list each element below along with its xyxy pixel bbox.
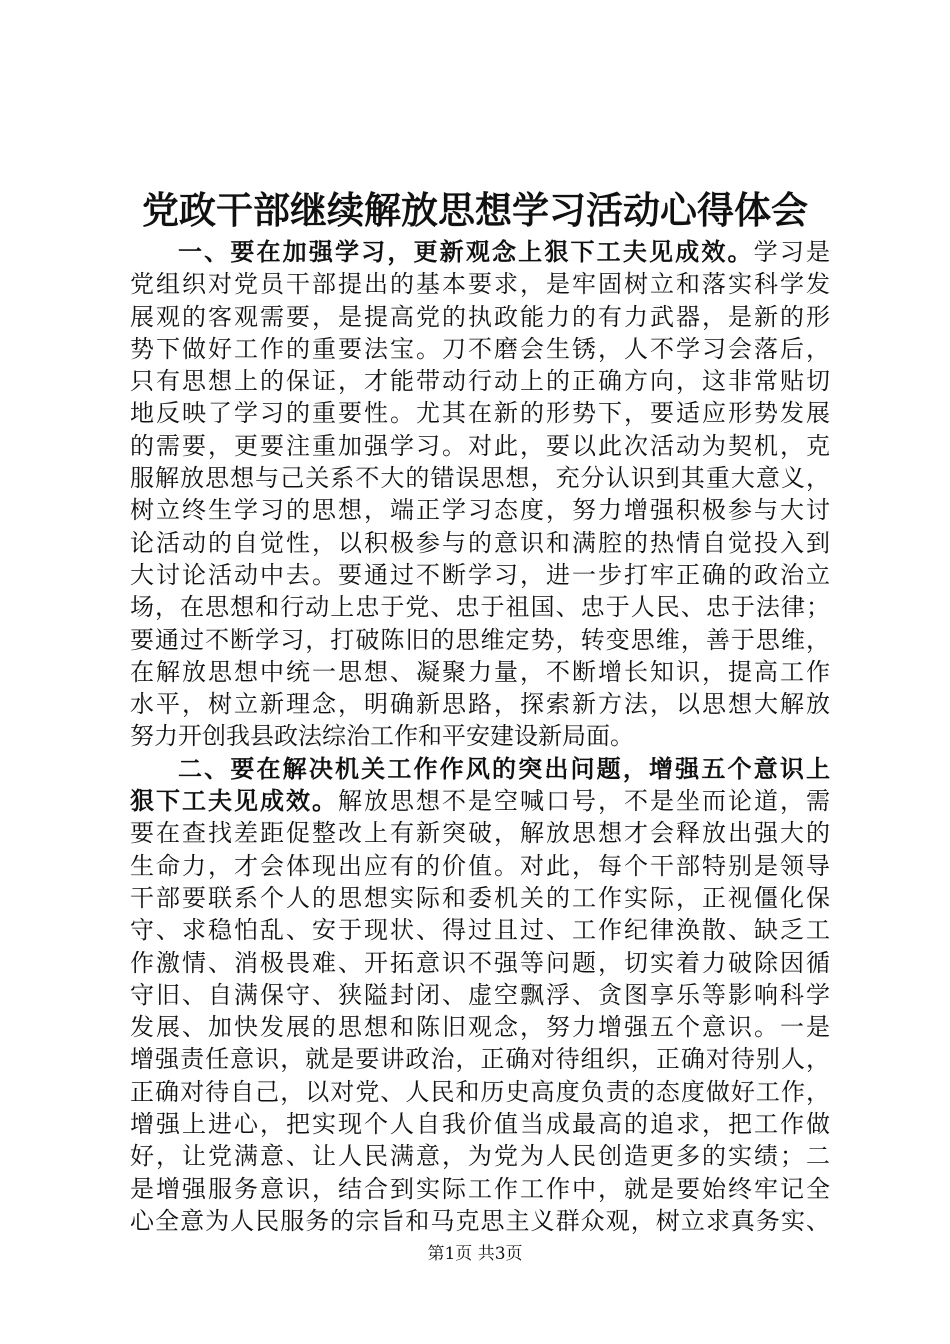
paragraph-line: 地反映了学习的重要性。尤其在新的形势下，要适应形势发展 bbox=[130, 399, 830, 428]
paragraph-line: 党组织对党员干部提出的基本要求，是牢固树立和落实科学发 bbox=[130, 270, 830, 299]
paragraph-line: 服解放思想与己关系不大的错误思想，充分认识到其重大意义， bbox=[130, 464, 830, 493]
paragraph-line: 发展、加快发展的思想和陈旧观念，努力增强五个意识。一是 bbox=[130, 1013, 830, 1042]
paragraph-1-first-line bbox=[130, 236, 830, 268]
page-title: 党政干部继续解放思想学习活动心得体会 bbox=[142, 188, 808, 232]
paragraph-line: 论活动的自觉性，以积极参与的意识和满腔的热情自觉投入到 bbox=[130, 528, 830, 557]
paragraph-line: 是增强服务意识，结合到实际工作工作中，就是要始终牢记全 bbox=[130, 1174, 830, 1203]
paragraph-line: 正确对待自己，以对党、人民和历史高度负责的态度做好工作， bbox=[130, 1077, 830, 1106]
paragraph-line: 水平，树立新理念，明确新思路，探索新方法，以思想大解放 bbox=[130, 690, 830, 719]
paragraph-1-text: 学习是 bbox=[753, 238, 830, 266]
paragraph-line: 增强责任意识，就是要讲政治，正确对待组织，正确对待别人， bbox=[130, 1045, 830, 1074]
paragraph-line: 要通过不断学习，打破陈旧的思维定势，转变思维，善于思维， bbox=[130, 625, 830, 654]
paragraph-2-second-line bbox=[130, 785, 830, 817]
paragraph-line: 势下做好工作的重要法宝。刀不磨会生锈，人不学习会落后， bbox=[130, 334, 830, 363]
paragraph-line: 心全意为人民服务的宗旨和马克思主义群众观，树立求真务实、 bbox=[130, 1206, 830, 1235]
paragraph-2-text: 解放思想不是空喊口号，不是坐而论道，需 bbox=[338, 787, 830, 816]
paragraph-line: 增强上进心，把实现个人自我价值当成最高的追求，把工作做 bbox=[130, 1110, 830, 1139]
paragraph-line: 在解放思想中统一思想、凝聚力量，不断增长知识，提高工作 bbox=[130, 657, 830, 686]
paragraph-line: 努力开创我县政法综治工作和平安建设新局面。 bbox=[130, 722, 634, 751]
paragraph-line: 好，让党满意、让人民满意，为党为人民创造更多的实绩；二 bbox=[130, 1142, 830, 1171]
paragraph-line: 场，在思想和行动上忠于党、忠于祖国、忠于人民、忠于法律； bbox=[130, 593, 830, 622]
paragraph-line: 树立终生学习的思想，端正学习态度，努力增强积极参与大讨 bbox=[130, 496, 830, 525]
paragraph-line: 守旧、自满保守、狭隘封闭、虚空飘浮、贪图享乐等影响科学 bbox=[130, 980, 830, 1009]
paragraph-line: 只有思想上的保证，才能带动行动上的正确方向，这非常贴切 bbox=[130, 367, 830, 396]
paragraph-1-heading: 一、要在加强学习，更新观念上狠下工夫见成效。 bbox=[178, 237, 754, 266]
paragraph-line: 作激情、消极畏难、开拓意识不强等问题，切实着力破除因循 bbox=[130, 948, 830, 977]
paragraph-line: 的需要，更要注重加强学习。对此，要以此次活动为契机，克 bbox=[130, 431, 830, 460]
paragraph-line: 生命力，才会体现出应有的价值。对此，每个干部特别是领导 bbox=[130, 851, 830, 880]
paragraph-line: 守、求稳怕乱、安于现状、得过且过、工作纪律涣散、缺乏工 bbox=[130, 916, 830, 945]
document-body bbox=[130, 236, 830, 1237]
page-number-footer: 第1页 共3页 bbox=[427, 1244, 523, 1264]
paragraph-line: 干部要联系个人的思想实际和委机关的工作实际，正视僵化保 bbox=[130, 883, 830, 912]
paragraph-2-heading-end: 狠下工夫见成效。 bbox=[130, 786, 338, 816]
paragraph-line: 大讨论活动中去。要通过不断学习，进一步打牢正确的政治立 bbox=[130, 560, 830, 589]
paragraph-line: 要在查找差距促整改上有新突破，解放思想才会释放出强大的 bbox=[130, 819, 830, 848]
paragraph-line: 展观的客观需要，是提高党的执政能力的有力武器，是新的形 bbox=[130, 302, 830, 331]
paragraph-2-heading: 二、要在解决机关工作作风的突出问题，增强五个意识上 bbox=[178, 753, 830, 783]
